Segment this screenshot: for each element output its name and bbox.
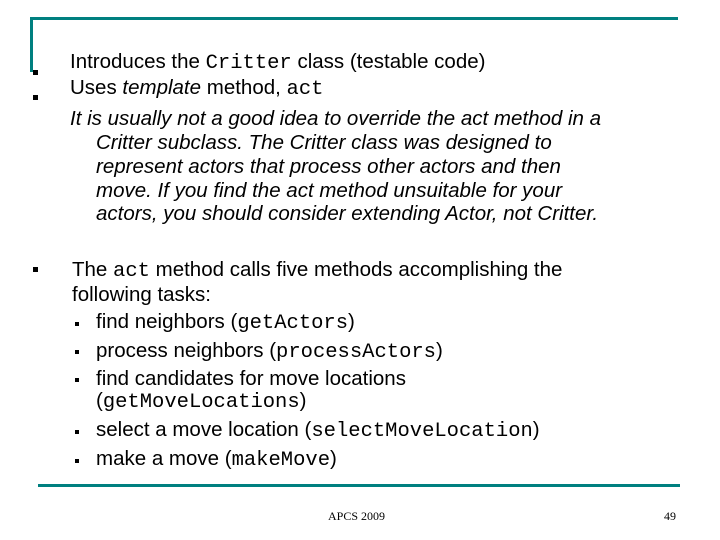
square-bullet-icon bbox=[75, 350, 79, 354]
square-bullet-icon bbox=[33, 267, 38, 272]
item-text: The bbox=[72, 258, 114, 281]
top-frame-rule bbox=[30, 17, 678, 20]
square-bullet-icon bbox=[75, 378, 79, 382]
item-text: Uses bbox=[70, 76, 123, 99]
bottom-frame-rule bbox=[38, 484, 680, 487]
note-line: It is usually not a good idea to override the act method in a bbox=[70, 107, 602, 130]
subitem-continuation bbox=[96, 389, 307, 415]
subitem-text: make a move ( bbox=[96, 447, 232, 470]
subitem-code: processActors bbox=[276, 341, 436, 364]
item-continuation: following tasks: bbox=[72, 283, 212, 306]
bullet-item-act bbox=[72, 258, 562, 284]
bullet-item-template bbox=[70, 76, 323, 102]
subitem-text: ) bbox=[435, 339, 443, 362]
square-bullet-icon bbox=[75, 459, 79, 463]
note-line: Critter subclass. The Critter class was designed to bbox=[96, 131, 552, 154]
bullet-item-critter bbox=[70, 50, 485, 76]
item-text: method, bbox=[201, 76, 287, 99]
item-text: class (testable code) bbox=[291, 50, 486, 73]
item-text: method calls five methods accomplishing the bbox=[149, 258, 563, 281]
subitem-code: getMoveLocations bbox=[102, 391, 300, 414]
footer-label: APCS 2009 bbox=[328, 509, 386, 523]
item-emphasis: template bbox=[122, 76, 202, 99]
square-bullet-icon bbox=[75, 430, 79, 434]
square-bullet-icon bbox=[33, 70, 38, 75]
subitem-text: ) bbox=[348, 310, 355, 333]
item-code: Critter bbox=[205, 52, 292, 75]
subitem-text: find neighbors ( bbox=[96, 310, 238, 333]
subitem-text: ( bbox=[96, 389, 103, 412]
item-text: Introduces the bbox=[70, 50, 206, 73]
note-line: represent actors that process other actors and then bbox=[96, 155, 561, 178]
left-frame-rule bbox=[30, 17, 33, 72]
square-bullet-icon bbox=[33, 95, 38, 100]
subitem-text: process neighbors ( bbox=[96, 339, 277, 362]
subitem-process-actors bbox=[96, 339, 443, 365]
subitem-code: selectMoveLocation bbox=[311, 420, 533, 443]
subitem-code: getActors bbox=[237, 312, 349, 335]
item-code: act bbox=[286, 78, 324, 101]
item-code: act bbox=[113, 260, 150, 283]
subitem-get-move-locations: find candidates for move locations bbox=[96, 367, 406, 390]
subitem-text: ) bbox=[299, 389, 307, 412]
note-line: actors, you should consider extending Actor, not Critter. bbox=[96, 202, 599, 225]
subitem-text: ) bbox=[532, 418, 540, 441]
square-bullet-icon bbox=[75, 322, 79, 326]
subitem-make-move bbox=[96, 447, 337, 473]
subitem-select-move-location bbox=[96, 418, 540, 444]
subitem-text: select a move location ( bbox=[96, 418, 312, 441]
subitem-text: ) bbox=[330, 447, 337, 470]
subitem-code: makeMove bbox=[231, 449, 330, 472]
note-line: move. If you find the act method unsuitable for your bbox=[96, 179, 563, 202]
subitem-get-actors bbox=[96, 310, 355, 336]
page-number: 49 bbox=[664, 509, 676, 523]
